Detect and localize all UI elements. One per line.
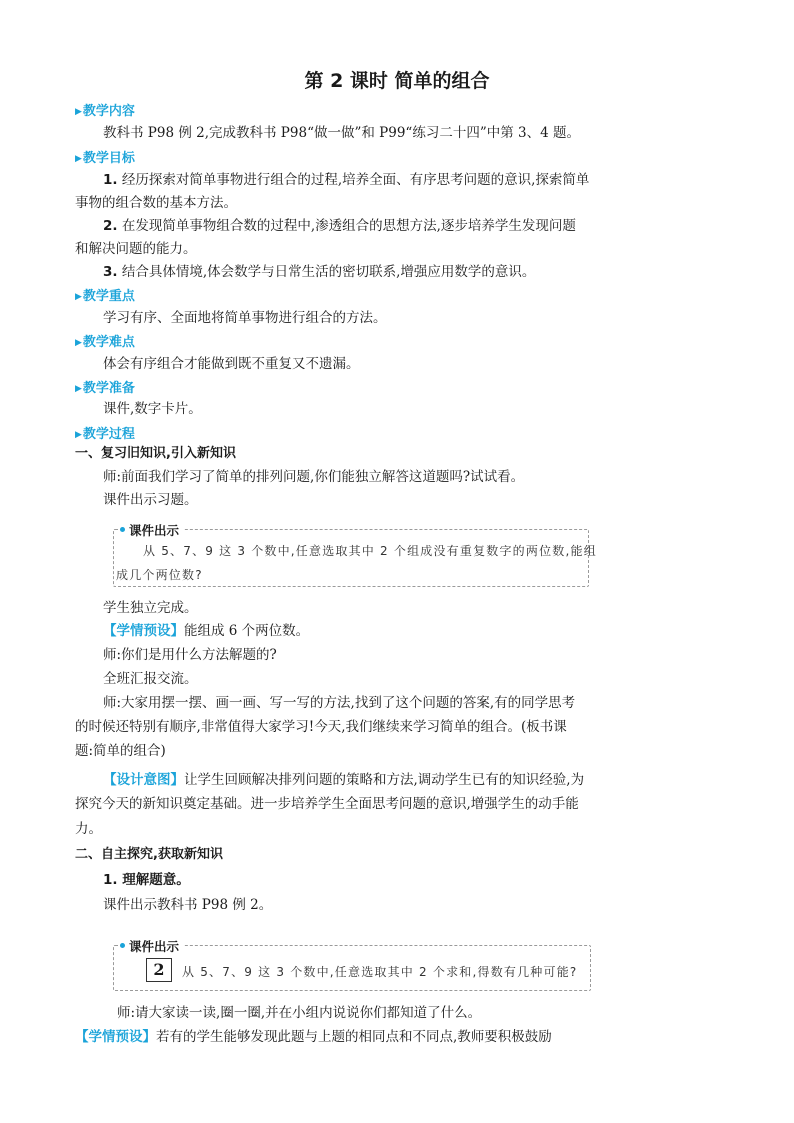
triangle-icon: ▶ (75, 338, 82, 348)
courseware-tag-1 (119, 521, 183, 539)
s1-line-3: 学生独立完成。 (103, 600, 198, 616)
heading-key (75, 285, 135, 304)
goal-1-line-1 (103, 171, 589, 189)
difficulty-text: 体会有序组合才能做到既不重复又不遗漏。 (103, 356, 360, 372)
s1-line-4 (103, 622, 309, 640)
s1-line-6: 全班汇报交流。 (103, 671, 198, 687)
prep-text: 课件,数字卡片。 (103, 401, 202, 417)
heading-content (75, 100, 135, 119)
goal-2-text: 在发现简单事物组合数的过程中,渗透组合的思想方法,逐步培养学生发现问题 (121, 218, 576, 234)
s2-line-2: 师:请大家读一读,圈一圈,并在小组内说说你们都知道了什么。 (117, 1005, 482, 1021)
heading-content-label: 教学内容 (82, 104, 135, 119)
courseware-box-2-text: 从 5、7、9 这 3 个数中,任意选取其中 2 个求和,得数有几种可能? (182, 965, 578, 979)
triangle-icon: ▶ (75, 107, 82, 117)
heading-goals (75, 147, 135, 166)
s1-line-8b: 探究今天的新知识奠定基础。进一步培养学生全面思考问题的意识,增强学生的动手能 (75, 796, 579, 812)
design-intent-tag: 【设计意图】 (103, 772, 184, 788)
heading-process-label: 教学过程 (82, 427, 135, 442)
page-title: 第 2 课时 简单的组合 (304, 70, 490, 92)
s1-line-7a: 师:大家用摆一摆、画一画、写一写的方法,找到了这个问题的答案,有的同学思考 (103, 695, 576, 711)
s2-line-1: 课件出示教科书 P98 例 2。 (103, 897, 273, 913)
heading-prep (75, 377, 135, 396)
goal-2-line-1 (103, 217, 576, 235)
heading-prep-label: 教学准备 (82, 381, 135, 396)
student-preset-tag: 【学情预设】 (103, 623, 184, 639)
dot-icon (120, 527, 125, 532)
courseware-box-1-line-1: 从 5、7、9 这 3 个数中,任意选取其中 2 个组成没有重复数字的两位数,能组 (143, 544, 597, 558)
student-preset-tag-2: 【学情预设】 (75, 1029, 156, 1045)
section-2-title: 二、自主探究,获取新知识 (75, 847, 223, 862)
s1-line-1: 师:前面我们学习了简单的排列问题,你们能独立解答这道题吗?试试看。 (103, 469, 525, 485)
heading-difficulty-label: 教学难点 (82, 335, 135, 350)
content-text: 教科书 P98 例 2,完成教科书 P98“做一做”和 P99“练习二十四”中第 3、4 题。 (103, 125, 580, 141)
heading-process (75, 423, 135, 442)
goal-1-number: 1. (103, 172, 118, 188)
s2-line-3 (75, 1028, 552, 1046)
triangle-icon: ▶ (75, 384, 82, 394)
s1-line-5: 师:你们是用什么方法解题的? (103, 647, 277, 663)
goal-3-text: 结合具体情境,体会数学与日常生活的密切联系,增强应用数学的意识。 (121, 264, 536, 280)
heading-key-label: 教学重点 (82, 289, 135, 304)
s1-line-2: 课件出示习题。 (103, 492, 198, 508)
heading-goals-label: 教学目标 (82, 151, 135, 166)
s1-line-8c: 力。 (75, 821, 102, 837)
student-preset-text: 能组成 6 个两位数。 (184, 623, 310, 639)
goal-1-line-2: 事物的组合数的基本方法。 (75, 195, 237, 211)
goal-3-number: 3. (103, 264, 118, 280)
triangle-icon: ▶ (75, 292, 82, 302)
goal-2-number: 2. (103, 218, 118, 234)
s1-line-8a (103, 771, 584, 789)
courseware-tag-2-label: 课件出示 (129, 939, 180, 954)
goal-3-line-1 (103, 263, 535, 281)
student-preset-text-2: 若有的学生能够发现此题与上题的相同点和不同点,教师要积极鼓励 (156, 1029, 552, 1045)
example-number-box: 2 (146, 958, 172, 982)
courseware-tag-1-label: 课件出示 (129, 523, 180, 538)
s1-line-7c: 题:简单的组合) (75, 743, 166, 759)
dot-icon (120, 943, 125, 948)
goal-1-text: 经历探索对简单事物进行组合的过程,培养全面、有序思考问题的意识,探索简单 (121, 172, 590, 188)
goal-2-line-2: 和解决问题的能力。 (75, 241, 197, 257)
triangle-icon: ▶ (75, 154, 82, 164)
courseware-box-1-line-2: 成几个两位数? (116, 568, 203, 582)
design-intent-text: 让学生回顾解决排列问题的策略和方法,调动学生已有的知识经验,为 (184, 772, 585, 788)
s1-line-7b: 的时候还特别有顺序,非常值得大家学习!今天,我们继续来学习简单的组合。(板书课 (75, 719, 567, 735)
triangle-icon: ▶ (75, 430, 82, 440)
courseware-tag-2 (119, 937, 183, 955)
key-text: 学习有序、全面地将简单事物进行组合的方法。 (103, 310, 387, 326)
heading-difficulty (75, 331, 135, 350)
s2-sub-1: 1. 理解题意。 (103, 872, 190, 888)
section-1-title: 一、复习旧知识,引入新知识 (75, 446, 236, 461)
